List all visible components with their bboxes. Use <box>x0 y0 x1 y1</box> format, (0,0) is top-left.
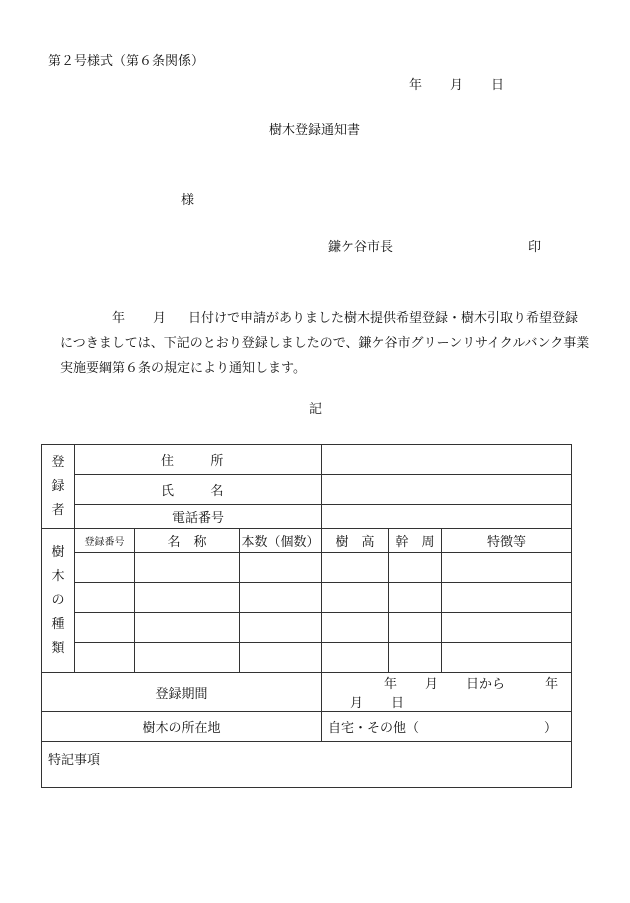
name-row <box>42 475 572 505</box>
tree-cell[interactable] <box>389 613 442 643</box>
period-day2: 日 <box>391 696 405 711</box>
date-day: 日 <box>491 78 505 93</box>
tree-cell[interactable] <box>442 643 572 673</box>
location-close: ） <box>544 721 558 736</box>
tree-cell[interactable] <box>240 583 322 613</box>
tree-cell[interactable] <box>442 553 572 583</box>
period-month1: 月 <box>425 677 439 692</box>
location-label: 樹木の所在地 <box>42 712 322 742</box>
registration-table <box>41 444 572 788</box>
period-field[interactable] <box>322 673 572 712</box>
date-year: 年 <box>409 78 423 93</box>
body-month: 月 <box>153 311 167 326</box>
notice-body <box>60 306 590 381</box>
location-field[interactable] <box>322 712 572 742</box>
tree-cell[interactable] <box>322 643 389 673</box>
date-month: 月 <box>450 78 464 93</box>
address-row <box>42 445 572 475</box>
tree-cell[interactable] <box>240 553 322 583</box>
tree-row <box>42 553 572 583</box>
tree-cell[interactable] <box>442 613 572 643</box>
tree-cell[interactable] <box>75 553 135 583</box>
notes-label: 特記事項 <box>48 753 101 768</box>
date-line <box>409 79 504 92</box>
col-name: 名 称 <box>135 529 240 553</box>
phone-field[interactable] <box>322 505 572 529</box>
ki-heading: 記 <box>309 402 323 417</box>
tree-cell[interactable] <box>322 553 389 583</box>
tree-cell[interactable] <box>389 643 442 673</box>
tree-cell[interactable] <box>240 613 322 643</box>
tree-cell[interactable] <box>135 613 240 643</box>
notes-row <box>42 742 572 788</box>
tree-type-label: 樹 木 の 種 類 <box>42 529 75 673</box>
tree-header-row <box>42 529 572 553</box>
seal-mark: 印 <box>528 240 542 255</box>
name-field[interactable] <box>322 475 572 505</box>
phone-label: 電話番号 <box>75 505 322 529</box>
document-title: 樹木登録通知書 <box>269 123 361 138</box>
tree-cell[interactable] <box>135 583 240 613</box>
tree-cell[interactable] <box>75 613 135 643</box>
body-text: 日付けで申請がありました樹木提供希望登録・樹木引取り希望登録につきましては、下記のとおり登録しましたので、鎌ケ谷市グリーンリサイクルバンク事業実施要綱第６条の規定により通知します。 <box>60 311 590 376</box>
tree-cell[interactable] <box>240 643 322 673</box>
tree-cell[interactable] <box>389 583 442 613</box>
col-count: 本数（個数） <box>240 529 322 553</box>
phone-row <box>42 505 572 529</box>
registrant-label: 登 録 者 <box>42 445 75 529</box>
period-row <box>42 673 572 712</box>
location-value: 自宅・その他（ <box>328 721 420 736</box>
tree-cell[interactable] <box>135 643 240 673</box>
body-year: 年 <box>112 311 126 326</box>
col-features: 特徴等 <box>442 529 572 553</box>
issuer: 鎌ケ谷市長 <box>328 240 394 255</box>
period-label: 登録期間 <box>42 673 322 712</box>
period-year2: 年 <box>545 677 559 692</box>
period-month2: 月 <box>350 696 364 711</box>
tree-row <box>42 643 572 673</box>
period-from: 日から <box>466 677 506 692</box>
tree-cell[interactable] <box>322 613 389 643</box>
col-height: 樹 高 <box>322 529 389 553</box>
form-number: 第２号様式（第６条関係） <box>48 54 205 69</box>
location-row <box>42 712 572 742</box>
notes-field[interactable] <box>42 742 572 788</box>
tree-cell[interactable] <box>389 553 442 583</box>
col-girth: 幹 周 <box>389 529 442 553</box>
tree-row <box>42 583 572 613</box>
tree-cell[interactable] <box>322 583 389 613</box>
tree-cell[interactable] <box>135 553 240 583</box>
col-reg-number: 登録番号 <box>75 529 135 553</box>
tree-row <box>42 613 572 643</box>
tree-cell[interactable] <box>75 583 135 613</box>
tree-cell[interactable] <box>442 583 572 613</box>
recipient-suffix: 様 <box>181 193 195 208</box>
address-label: 住 所 <box>75 445 322 475</box>
address-field[interactable] <box>322 445 572 475</box>
name-label: 氏 名 <box>75 475 322 505</box>
tree-cell[interactable] <box>75 643 135 673</box>
period-year1: 年 <box>384 677 398 692</box>
